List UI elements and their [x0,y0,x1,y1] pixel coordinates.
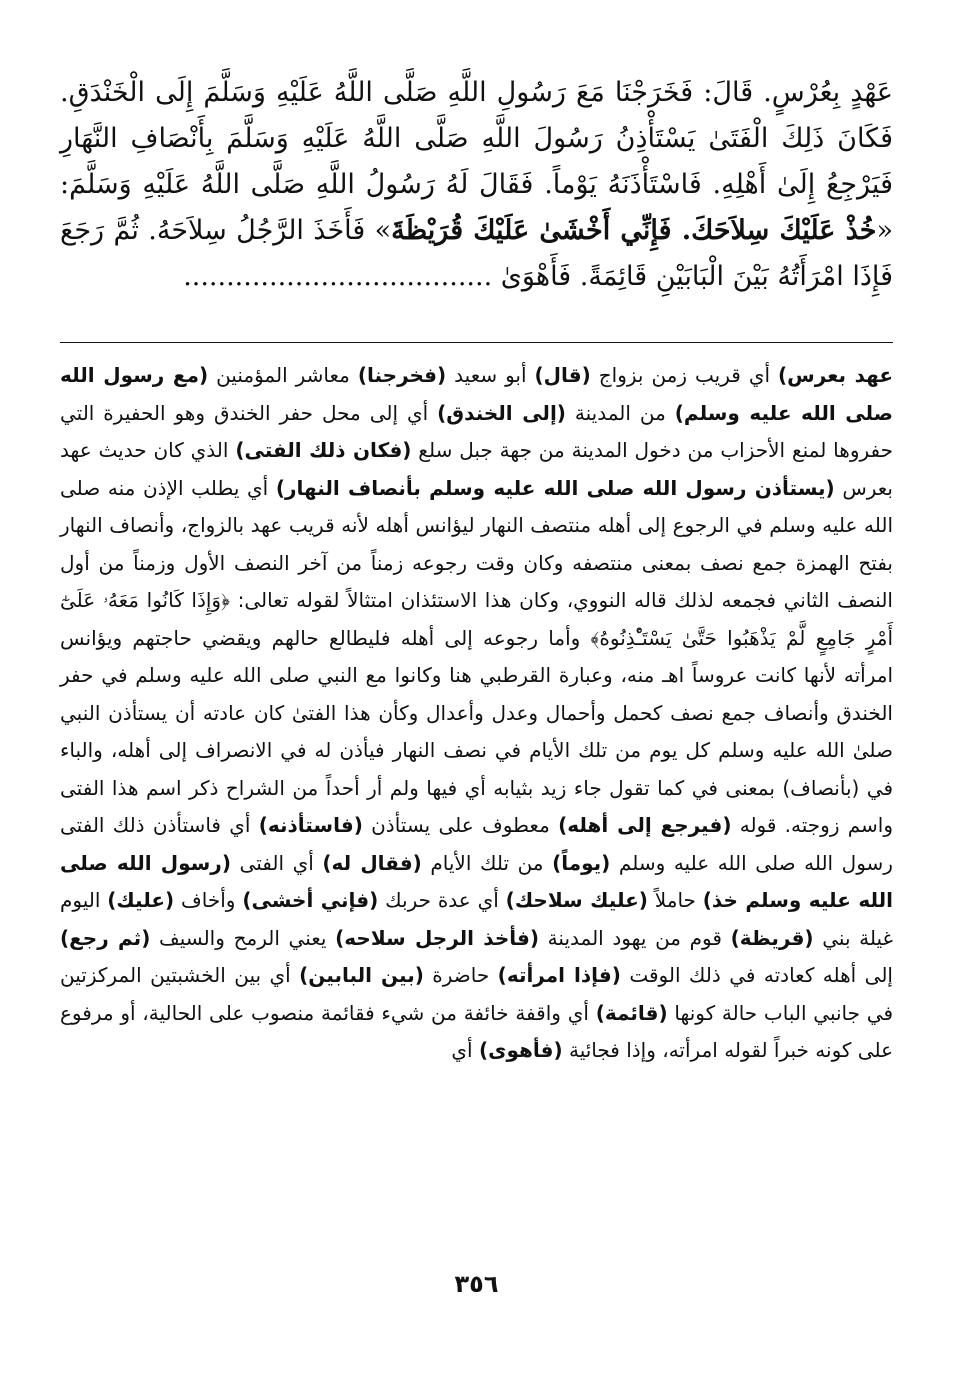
commentary-gloss: من تلك الأيام [421,850,553,875]
commentary-lemma: (قائمة) [595,1000,668,1025]
commentary-lemma: (رسول الله صلى الله عليه وسلم خذ) [60,850,893,912]
commentary-lemma: (عليك سلاحك) [505,888,648,912]
footnote-separator [60,342,893,343]
commentary-text [60,357,893,1070]
commentary-gloss: أي يطلب الإذن منه صلى الله عليه وسلم في الرجوع إلى أهله منتصف النهار ليؤانس أهله لأنه قريب عهد بالزواج، وأنصاف النهار بفتح الهمزة جمع نصف بمعنى منتصفه وكان وقت رجوعه زمناً من آخر النصف الأول وزمناً من أول النصف الثاني فجمعه لذلك قاله النووي، وكان هذا الاستئذان امتثالاً لقوله تعالى: ﴿وَإِذَا كَانُوا مَعَهُۥ عَلَىٰٓ أَمْرٍ جَامِعٍ لَّمْ يَذْهَبُوا حَتَّىٰ يَسْتَـْٔذِنُوهُ﴾ وأما رجوعه إلى أهله فليطالع حالهم ويقضي حاجتهم ويؤانس امرأته لأنها كانت عروساً اهـ منه، وعبارة القرطبي هنا وكانوا مع النبي صلى الله عليه وسلم في حفر الخندق وأنصاف جمع نصف كحمل وأحمال وعدل وأعدال وكأن هذا الفتىٰ كان عادته أن يستأذن النبي صلىٰ الله عليه وسلم كل يوم من تلك الأيام في نصف النهار فيأذن له في الانصراف إلى أهله، والباء في (بأنصاف) بمعنى في كما تقول جاء زيد بثيابه أي فيها ولم أر أحداً من الشراح ذكر اسم هذا الفتى واسم زوجته. قوله [60,475,894,837]
commentary-lemma: (بين البابين) [299,963,424,987]
commentary-gloss: أي فاستأذن ذلك الفتى رسول الله صلى الله عليه وسلم [60,813,893,875]
commentary-lemma: (يوماً) [552,850,611,875]
commentary-lemma: (قال) [534,363,591,387]
commentary-lemma: (إلى الخندق) [437,400,566,425]
commentary-gloss: أي واقفة خائفة من شيء فقائمة منصوب على الحالية، أو مرفوع على كونه خبراً لقوله امرأته، وإذا فجائية [60,1000,893,1062]
commentary-gloss: أي الفتى [230,850,323,875]
commentary-lemma: (قريظة) [730,925,814,950]
commentary-gloss: أبو سعيد [446,363,535,387]
commentary-lemma: (فأخذ الرجل سلاحه) [335,925,540,950]
hadith-ellipsis: .................................... [183,261,493,292]
hadith-bold-quote: خُذْ عَلَيْكَ سِلاَحَكَ. فَإِنِّي أَخْشَىٰ عَلَيْكَ قُرَيْظَةَ [391,215,877,246]
commentary-lemma: (مع رسول الله صلى الله عليه وسلم) [60,363,893,425]
hadith-part-2: » فَأَخَذَ الرَّجُلُ سِلاَحَهُ. ثُمَّ رَجَعَ فَإِذَا امْرَأَتُهُ بَيْنَ الْبَابَيْنِ قَائِمَةً. فَأَهْوَىٰ [60,215,893,292]
commentary-gloss: أي [451,1038,479,1062]
commentary-gloss: أي بين الخشبتين المركزتين في جانبي الباب حالة كونها [60,963,894,1025]
commentary-lemma: (فيرجع إلى أهله) [558,813,732,837]
page-content [60,70,893,1070]
commentary-lemma: (فقال له) [322,850,422,875]
commentary-gloss: أي قريب زمن بزواج [590,363,779,387]
hadith-text [60,70,893,300]
commentary-lemma: (عليك) [107,888,175,912]
commentary-lemma: (يستأذن رسول الله صلى الله عليه وسلم بأنصاف النهار) [275,475,835,500]
commentary-gloss: الذي كان حديث عهد بعرس [60,438,893,500]
commentary-gloss: قوم من يهود المدينة [539,925,731,950]
page-number: ٣٥٦ [454,1270,499,1298]
hadith-part-1: عَهْدٍ بِعُرْسٍ. قَالَ: فَخَرَجْنَا مَعَ رَسُولِ اللَّهِ صَلَّى اللَّهُ عَلَيْهِ وَسَلَّمَ إِلَى الْخَنْدَقِ. فَكَانَ ذَلِكَ الْفَتَىٰ يَسْتَأْذِنُ رَسُولَ اللَّهِ صَلَّى اللَّهُ عَلَيْهِ وَسَلَّمَ بِأَنْصَافِ النَّهَارِ فَيَرْجِعُ إِلَىٰ أَهْلِهِ. فَاسْتَأْذَنَهُ يَوْماً. فَقَالَ لَهُ رَسُولُ اللَّهِ صَلَّى اللَّهُ عَلَيْهِ وَسَلَّمَ: « [60,77,893,246]
commentary-gloss: وأخاف [174,888,243,912]
commentary-gloss: حاملاً [647,888,703,912]
commentary-lemma: (فأهوى) [478,1038,563,1062]
commentary-gloss: اليوم غيلة بني [60,888,894,950]
commentary-gloss: معطوف على يستأذن [362,813,559,837]
commentary-lemma: (ثم رجع) [60,925,151,950]
commentary-lemma: (فكان ذلك الفتى) [235,438,412,462]
commentary-gloss: يعني الرمح والسيف [150,925,336,950]
commentary-lemma: (فإذا امرأته) [497,963,621,987]
commentary-gloss: أي عدة حربك [378,888,506,912]
commentary-gloss: معاشر المؤمنين [208,363,358,387]
commentary-gloss: حاضرة [423,963,498,987]
commentary-lemma: عهد بعرس) [778,363,893,387]
commentary-gloss: أي إلى محل حفر الخندق وهو الحفيرة التي حفروها لمنع الأحزاب من دخول المدينة من جهة جبل سلع [60,400,893,462]
commentary-lemma: (فخرجنا) [357,363,447,387]
commentary-gloss: من المدينة [565,400,675,425]
commentary-gloss: إلى أهله كعادته في ذلك الوقت [620,963,893,987]
commentary-lemma: (فإني أخشى) [242,888,379,912]
commentary-lemma: (فاستأذنه) [258,813,363,837]
